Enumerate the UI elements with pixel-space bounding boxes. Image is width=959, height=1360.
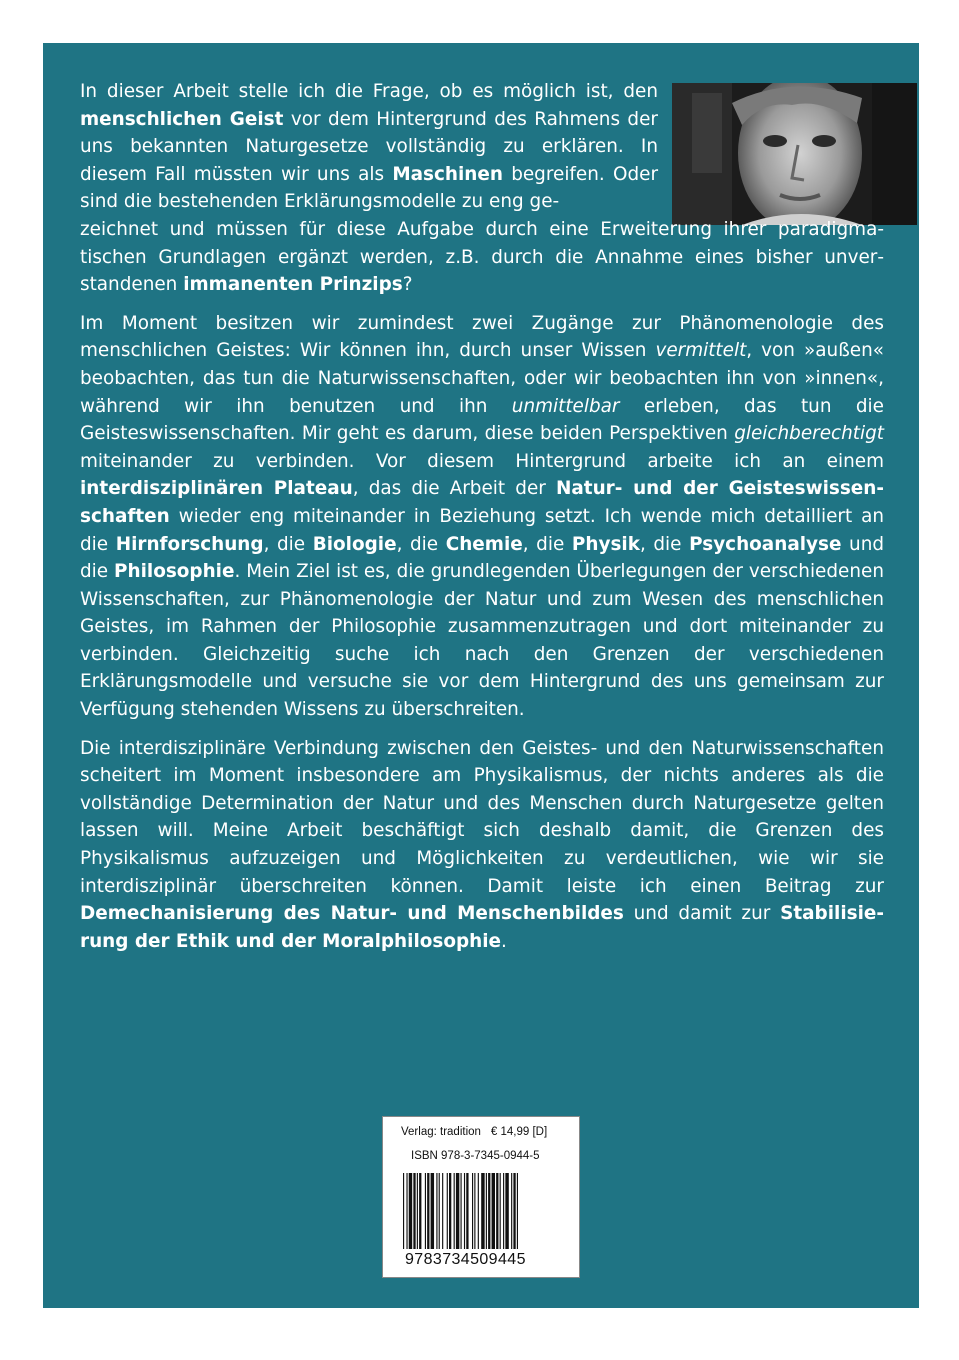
italic-term: vermittelt: [655, 340, 747, 362]
barcode-bar: [403, 1173, 404, 1249]
bold-term: Stabilisierung der Ethik und der Moralphilosophie: [80, 903, 884, 952]
barcode-bar: [431, 1173, 434, 1249]
bold-term: Philosophie: [114, 561, 235, 583]
barcode-bar: [500, 1173, 501, 1249]
barcode-bar: [425, 1173, 426, 1249]
barcode-bar: [409, 1173, 412, 1249]
barcode-label: [382, 1116, 580, 1278]
barcode-bar: [439, 1173, 440, 1249]
barcode-bar: [464, 1173, 465, 1249]
barcode-bar: [513, 1173, 515, 1249]
publisher-label: Verlag: tradition: [401, 1126, 481, 1138]
bold-term: Natur- und der Geisteswissenschaften: [80, 478, 884, 527]
bold-term: Demechanisierung des Natur- und Menschenbildes: [80, 903, 624, 925]
barcode-bar: [442, 1173, 443, 1249]
barcode-bar: [436, 1173, 437, 1249]
bold-term: Biologie: [312, 533, 397, 555]
barcode-bar: [474, 1173, 475, 1249]
bold-term: immanenten Prinzips: [183, 274, 403, 296]
barcode-bar: [427, 1173, 429, 1249]
back-cover-text: [80, 78, 884, 966]
barcode-bar: [492, 1173, 495, 1249]
isbn-label: ISBN 978-3-7345-0944-5: [411, 1150, 540, 1162]
barcode-bar: [481, 1173, 484, 1249]
barcode-bar: [413, 1173, 415, 1249]
barcode-bar: [517, 1173, 518, 1249]
barcode-bar: [419, 1173, 421, 1249]
price-label: € 14,99 [D]: [490, 1126, 548, 1138]
bold-term: menschlichen Geist: [80, 108, 284, 130]
barcode-digits: 9783734509445: [405, 1251, 526, 1268]
barcode-bar: [449, 1173, 451, 1249]
barcode-bar: [461, 1173, 462, 1249]
bold-term: Physik: [571, 533, 640, 555]
barcode-icon: [403, 1173, 559, 1249]
barcode-bar: [478, 1173, 479, 1249]
barcode-bar: [447, 1173, 448, 1249]
barcode-bar: [466, 1173, 468, 1249]
barcode-bar: [472, 1173, 473, 1249]
barcode-bar: [486, 1173, 487, 1249]
barcode-bar: [488, 1173, 490, 1249]
bold-term: Hirnforschung: [115, 533, 264, 555]
barcode-bar: [456, 1173, 459, 1249]
barcode-bar: [503, 1173, 504, 1249]
barcode-bar: [496, 1173, 498, 1249]
paragraph-1: In dieser Arbeit stelle ich die Frage, ob es möglich ist, den menschlichen Geist vor dem Hintergrund des Rahmens der uns bekannten Naturgesetze vollständig zu erklären. In diesem Fall müssten wir uns als Maschinen begreifen. Oder sind die bestehenden Erklärungsmodelle zu eng ge- zeichnet und müssen für diese Aufgabe durch eine Erweiterung ihrer paradigmatischen Grundlagen ergänzt werden, z.B. durch die Annahme eines bisher unverstandenen immanenten Prinzips?: [80, 81, 884, 296]
italic-term: unmittelbar: [511, 395, 620, 417]
barcode-bar: [406, 1173, 407, 1249]
barcode-bar: [417, 1173, 418, 1249]
bold-term: Maschinen: [392, 163, 503, 185]
barcode-bar: [454, 1173, 455, 1249]
bold-term: Psychoanalyse: [689, 533, 842, 555]
bold-term: interdisziplinären Plateau: [80, 478, 353, 500]
bold-term: Chemie: [445, 533, 523, 555]
barcode-bar: [505, 1173, 508, 1249]
italic-term: gleichberechtigt: [734, 423, 884, 445]
barcode-bar: [511, 1173, 512, 1249]
paragraph-2: Im Moment besitzen wir zumindest zwei Zugänge zur Phänomenologie des menschlichen Geistes: Wir können ihn, durch unser Wissen vermittelt, von »außen« beobachten, das tun die Naturwissenschaften, oder wir beobachten ihn von »innen«, während wir ihn benutzen und ihn unmittelbar erleben, das tun die Geisteswissenschaften. Mir geht es darum, diese beiden Perspektiven gleichberechtigt miteinander zu verbinden. Vor diesem Hintergrund arbeite ich an einem interdisziplinären Plateau, das die Arbeit der Natur- und der Geisteswissenschaften wieder eng miteinander in Beziehung setzt. Ich wende mich detailliert an die Hirnforschung, die Biologie, die Chemie, die Physik, die Psychoanalyse und die Philosophie. Mein Ziel ist es, die grundlegenden Überlegungen der verschiedenen Wissenschaften, zur Phänomenologie der Natur und zum Wesen des menschlichen Geistes, im Rahmen der Philosophie zusammenzutragen und dort miteinander zu verbinden. Gleichzeitig suche ich nach den Grenzen der verschiedenen Erklärungsmodelle und versuche sie vor dem Hintergrund des uns gemeinsam zur Verfügung stehenden Wissens zu überschreiten.: [80, 312, 885, 721]
paragraph-3: Die interdisziplinäre Verbindung zwischen den Geistes- und den Naturwissenschaften scheitert im Moment insbesondere am Physikalismus, der nichts anderes als die vollständige Determination der Natur und des Menschen durch Naturgesetze gelten lassen will. Meine Arbeit beschäftigt sich deshalb damit, die Grenzen des Physikalismus aufzuzeigen und Möglichkeiten zu verdeutlichen, wie wir sie interdisziplinär überschreiten können. Damit leiste ich einen Beitrag zur Demechanisierung des Natur- und Menschenbildes und damit zur Stabilisierung der Ethik und der Moralphilosophie.: [80, 737, 884, 952]
